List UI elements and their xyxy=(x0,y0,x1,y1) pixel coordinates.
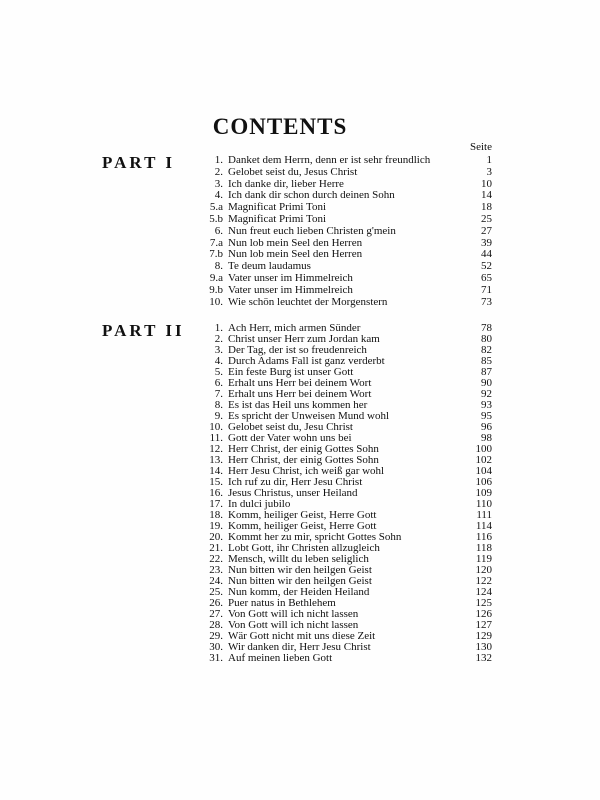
entry-title: Ich ruf zu dir, Herr Jesu Christ xyxy=(228,476,363,488)
entry-title: Komm, heiliger Geist, Herre Gott xyxy=(228,509,377,521)
entry-title: Auf meinen lieben Gott xyxy=(228,652,333,664)
entry-page: 1 xyxy=(486,154,492,166)
entry-page: 52 xyxy=(481,260,492,273)
entry-page: 119 xyxy=(475,553,492,565)
entry-number: 13. xyxy=(209,454,223,466)
entry-title: Vater unser im Himmelreich xyxy=(228,271,353,284)
entry-number: 21. xyxy=(209,542,223,554)
entry-title: Nun bitten wir den heilgen Geist xyxy=(228,564,372,576)
entry-title: Durch Adams Fall ist ganz verderbt xyxy=(228,355,385,367)
entry-page: 78 xyxy=(481,322,492,334)
entry-number: 8. xyxy=(214,399,223,411)
entry-page: 73 xyxy=(481,295,492,308)
entry-number: 5. xyxy=(214,366,223,378)
entry-number: 4. xyxy=(214,355,223,367)
toc-entry xyxy=(200,226,492,238)
entry-number: 1. xyxy=(214,154,223,166)
entry-title: Nun lob mein Seel den Herren xyxy=(228,236,363,249)
entry-number: 30. xyxy=(209,641,223,653)
entry-title: In dulci jubilo xyxy=(228,498,291,510)
entry-number: 18. xyxy=(209,509,223,521)
entry-title: Christ unser Herr zum Jordan kam xyxy=(228,333,380,345)
entry-page: 25 xyxy=(481,212,492,225)
entry-number: 16. xyxy=(209,487,223,499)
entry-number: 4. xyxy=(214,189,223,202)
entry-page: 65 xyxy=(481,271,492,284)
entry-page: 116 xyxy=(475,531,492,543)
entry-page: 127 xyxy=(475,619,492,631)
entry-title: Wär Gott nicht mit uns diese Zeit xyxy=(228,630,376,642)
entry-title: Nun komm, der Heiden Heiland xyxy=(228,586,370,598)
entry-title: Es ist das Heil uns kommen her xyxy=(228,399,368,411)
entry-page: 106 xyxy=(475,476,492,488)
page-title: CONTENTS xyxy=(212,114,348,139)
entry-page: 18 xyxy=(481,201,492,214)
entry-title: Wie schön leuchtet der Morgenstern xyxy=(228,295,388,308)
toc-entry xyxy=(200,214,492,226)
entry-page: 114 xyxy=(475,520,492,532)
entry-number: 10. xyxy=(209,421,223,433)
entry-number: 12. xyxy=(209,443,223,455)
entry-title: Der Tag, der ist so freudenreich xyxy=(228,344,367,356)
entry-page: 104 xyxy=(475,465,492,477)
entry-title: Herr Jesu Christ, ich weiß gar wohl xyxy=(228,465,385,477)
entry-title: Herr Christ, der einig Gottes Sohn xyxy=(228,443,379,455)
entry-page: 102 xyxy=(475,454,492,466)
entry-title: Jesus Christus, unser Heiland xyxy=(228,487,358,499)
entry-number: 25. xyxy=(209,586,223,598)
entry-number: 20. xyxy=(209,531,223,543)
entry-title: Erhalt uns Herr bei deinem Wort xyxy=(228,388,372,400)
entry-page: 90 xyxy=(481,377,492,389)
entry-number: 2. xyxy=(214,165,223,178)
entry-title: Nun bitten wir den heilgen Geist xyxy=(228,575,372,587)
entry-number: 27. xyxy=(209,608,223,620)
entry-number: 7.a xyxy=(209,236,223,249)
entry-title: Gelobet seist du, Jesus Christ xyxy=(228,165,358,178)
entry-number: 19. xyxy=(209,520,223,532)
entry-number: 26. xyxy=(209,597,223,609)
entry-page: 3 xyxy=(486,165,492,178)
entry-number: 7. xyxy=(214,388,223,400)
entry-number: 10. xyxy=(209,295,223,308)
entry-title: Ach Herr, mich armen Sünder xyxy=(228,322,361,334)
entry-title: Herr Christ, der einig Gottes Sohn xyxy=(228,454,379,466)
entry-title: Ich danke dir, lieber Herre xyxy=(228,177,344,190)
entry-page: 80 xyxy=(481,333,492,345)
entry-page: 130 xyxy=(475,641,492,653)
part-1-entries xyxy=(200,155,492,308)
entry-page: 109 xyxy=(475,487,492,499)
entry-number: 3. xyxy=(214,177,223,190)
entry-number: 5.a xyxy=(209,201,223,214)
part-heading: PART II xyxy=(102,321,185,340)
part-2-entries xyxy=(200,323,492,664)
entry-number: 9.a xyxy=(209,271,223,284)
entry-title: Ich dank dir schon durch deinen Sohn xyxy=(228,189,395,202)
page-column-label: Seite xyxy=(470,141,492,153)
entry-title: Wir danken dir, Herr Jesu Christ xyxy=(228,641,371,653)
entry-number: 6. xyxy=(214,224,223,237)
entry-page: 132 xyxy=(475,652,492,664)
entry-page: 14 xyxy=(481,189,492,202)
entry-title: Magnificat Primi Toni xyxy=(228,201,327,214)
entry-title: Von Gott will ich nicht lassen xyxy=(228,619,359,631)
entry-title: Puer natus in Bethlehem xyxy=(228,597,336,609)
entry-page: 39 xyxy=(481,236,492,249)
entry-page: 122 xyxy=(475,575,492,587)
entry-title: Komm, heiliger Geist, Herre Gott xyxy=(228,520,377,532)
entry-page: 100 xyxy=(475,443,492,455)
entry-page: 98 xyxy=(481,432,492,444)
entry-number: 17. xyxy=(209,498,223,510)
entry-page: 92 xyxy=(481,388,492,400)
entry-page: 85 xyxy=(481,355,492,367)
entry-number: 28. xyxy=(209,619,223,631)
entry-title: Vater unser im Himmelreich xyxy=(228,283,353,296)
entry-page: 110 xyxy=(475,498,492,510)
entry-number: 29. xyxy=(209,630,223,642)
entry-title: Erhalt uns Herr bei deinem Wort xyxy=(228,377,372,389)
entry-number: 1. xyxy=(214,322,223,334)
entry-page: 111 xyxy=(476,509,492,521)
entry-number: 6. xyxy=(214,377,223,389)
toc-entry xyxy=(200,297,492,309)
entry-title: Mensch, willt du leben seliglich xyxy=(228,553,369,565)
entry-title: Gott der Vater wohn uns bei xyxy=(228,432,352,444)
entry-number: 23. xyxy=(209,564,223,576)
entry-number: 22. xyxy=(209,553,223,565)
entry-number: 3. xyxy=(214,344,223,356)
entry-page: 95 xyxy=(481,410,492,422)
entry-title: Von Gott will ich nicht lassen xyxy=(228,608,359,620)
entry-title: Te deum laudamus xyxy=(228,260,311,273)
entry-number: 24. xyxy=(209,575,223,587)
entry-page: 10 xyxy=(481,177,492,190)
part-heading: PART I xyxy=(102,153,175,172)
entry-number: 11. xyxy=(209,432,223,444)
entry-page: 120 xyxy=(475,564,492,576)
entry-title: Ein feste Burg ist unser Gott xyxy=(228,366,354,378)
entry-title: Kommt her zu mir, spricht Gottes Sohn xyxy=(228,531,402,543)
entry-title: Es spricht der Unweisen Mund wohl xyxy=(228,410,390,422)
entry-page: 82 xyxy=(481,344,492,356)
toc-entry xyxy=(200,285,492,297)
entry-page: 71 xyxy=(481,283,492,296)
entry-page: 118 xyxy=(475,542,492,554)
entry-page: 87 xyxy=(481,366,492,378)
entry-page: 27 xyxy=(481,224,492,237)
entry-page: 124 xyxy=(475,586,492,598)
entry-title: Nun freut euch lieben Christen g'mein xyxy=(228,224,396,237)
entry-title: Gelobet seist du, Jesu Christ xyxy=(228,421,353,433)
entry-title: Nun lob mein Seel den Herren xyxy=(228,248,363,261)
entry-page: 93 xyxy=(481,399,492,411)
entry-number: 5.b xyxy=(209,212,223,225)
entry-page: 44 xyxy=(481,248,492,261)
entry-number: 8. xyxy=(214,260,223,273)
toc-entry xyxy=(200,167,492,179)
entry-number: 9.b xyxy=(209,283,223,296)
entry-page: 125 xyxy=(475,597,492,609)
entry-number: 15. xyxy=(209,476,223,488)
entry-number: 14. xyxy=(209,465,223,477)
entry-title: Danket dem Herrn, denn er ist sehr freundlich xyxy=(228,154,431,166)
entry-title: Magnificat Primi Toni xyxy=(228,212,327,225)
entry-number: 2. xyxy=(214,333,223,345)
entry-number: 9. xyxy=(214,410,223,422)
entry-page: 129 xyxy=(475,630,492,642)
entry-page: 96 xyxy=(481,421,492,433)
toc-entry xyxy=(200,653,492,664)
entry-page: 126 xyxy=(475,608,492,620)
entry-number: 7.b xyxy=(209,248,223,261)
entry-title: Lobt Gott, ihr Christen allzugleich xyxy=(228,542,380,554)
entry-number: 31. xyxy=(209,652,223,664)
toc-entry xyxy=(200,273,492,285)
